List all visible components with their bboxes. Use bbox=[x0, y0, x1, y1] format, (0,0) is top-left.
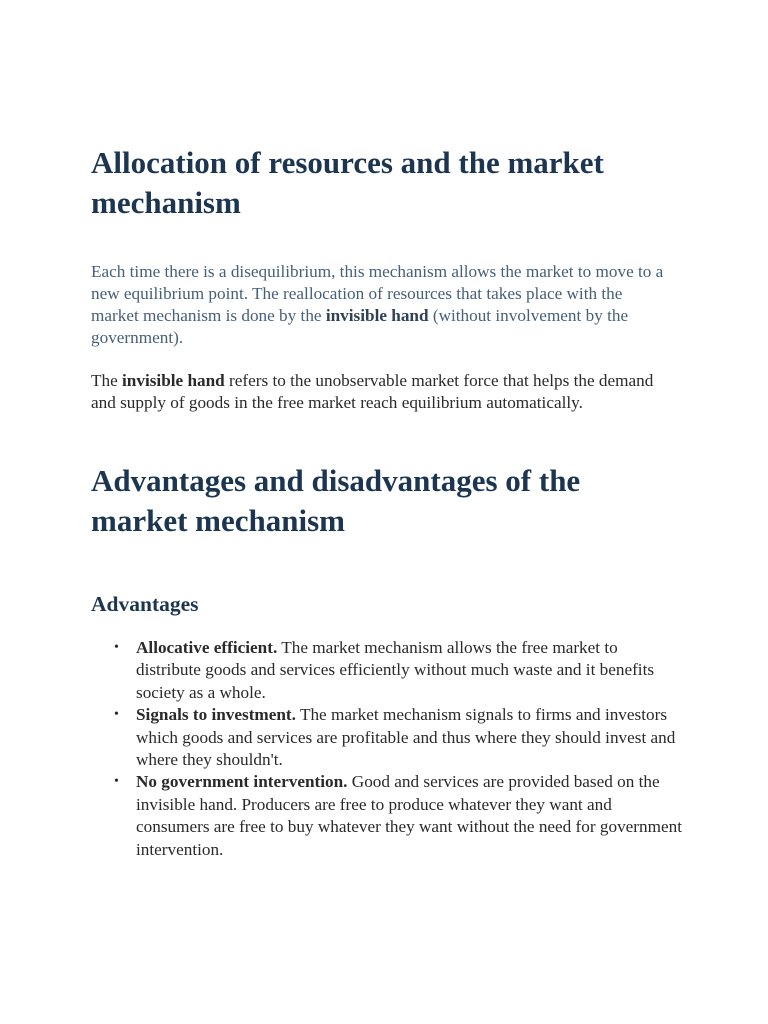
paragraph-text: Each time there is a disequilibrium, this mechanism allows the market to move to a new equilibrium point. The reallocation of resources that takes place with the market mechanism is done by the bbox=[91, 262, 664, 325]
paragraph-invisible-hand bbox=[91, 370, 666, 414]
list-item-title: No government intervention. bbox=[136, 772, 348, 792]
advantages-list bbox=[91, 637, 691, 861]
subheading-advantages: Advantages bbox=[91, 592, 199, 616]
paragraph-text: refers to the unobservable market force that helps the demand and supply of goods in the free market reach equilibrium automatically. bbox=[91, 371, 654, 412]
list-item-text: The market mechanism allows the free market to distribute goods and services efficiently without much waste and it benefits society as a whole. bbox=[136, 638, 655, 702]
list-item-title: Signals to investment. bbox=[136, 705, 296, 725]
bold-term-invisible-hand: invisible hand bbox=[325, 306, 429, 325]
section-heading-allocation: Allocation of resources and the market mechanism bbox=[91, 145, 604, 220]
bullet-icon: • bbox=[114, 640, 119, 655]
section-heading-advantages-disadvantages: Advantages and disadvantages of the market mechanism bbox=[91, 463, 581, 538]
list-item bbox=[91, 704, 686, 771]
list-item-text: The market mechanism signals to firms and investors which goods and services are profitable and thus where they should invest and where they shouldn't. bbox=[136, 705, 676, 770]
list-item bbox=[91, 637, 686, 704]
paragraph-text: (without involvement by the government). bbox=[91, 306, 629, 347]
paragraph-disequilibrium bbox=[91, 261, 666, 349]
list-item-title: Allocative efficient. bbox=[136, 638, 278, 657]
list-item bbox=[91, 771, 686, 861]
paragraph-text: The bbox=[91, 371, 123, 390]
bold-term-invisible-hand: invisible hand bbox=[122, 371, 225, 390]
bullet-icon: • bbox=[114, 774, 119, 790]
list-item-text: Good and services are provided based on the invisible hand. Producers are free to produce whatever they want and consumers are free to buy whatever they want without the need for government intervention. bbox=[136, 772, 682, 859]
bullet-icon: • bbox=[114, 707, 119, 723]
